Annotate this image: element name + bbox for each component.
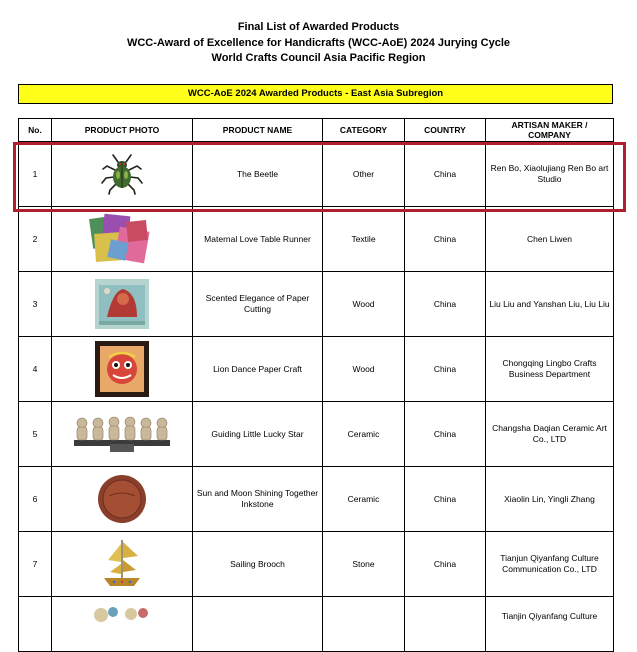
product-name: Sailing Brooch (193, 532, 323, 597)
column-header-name: PRODUCT NAME (193, 119, 323, 142)
artisan-maker: Tianjin Qiyanfang Culture (486, 597, 614, 652)
product-country (405, 597, 486, 652)
product-country: China (405, 337, 486, 402)
product-photo-cell (52, 337, 193, 402)
inkstone-photo (95, 472, 149, 526)
awarded-products-table (18, 118, 614, 652)
product-name: Lion Dance Paper Craft (193, 337, 323, 402)
table-header-row (19, 119, 614, 142)
product-photo-cell (52, 207, 193, 272)
product-category: Wood (323, 272, 405, 337)
artisan-maker: Changsha Daqian Ceramic Art Co., LTD (486, 402, 614, 467)
column-header-category: CATEGORY (323, 119, 405, 142)
product-category: Other (323, 142, 405, 207)
product-country: China (405, 207, 486, 272)
product-name: Scented Elegance of Paper Cutting (193, 272, 323, 337)
product-category: Wood (323, 337, 405, 402)
product-name: Guiding Little Lucky Star (193, 402, 323, 467)
artisan-maker: Xiaolin Lin, Yingli Zhang (486, 467, 614, 532)
row-number: 1 (19, 142, 52, 207)
row-number (19, 597, 52, 652)
product-category: Ceramic (323, 467, 405, 532)
row-number: 6 (19, 467, 52, 532)
column-header-country: COUNTRY (405, 119, 486, 142)
row-number: 4 (19, 337, 52, 402)
subregion-banner: WCC-AoE 2024 Awarded Products - East Asia Subregion (18, 84, 613, 104)
product-country: China (405, 402, 486, 467)
document-header (0, 20, 637, 67)
header-title: Final List of Awarded Products (237, 21, 400, 33)
beetle-icon (99, 152, 145, 196)
row-number: 3 (19, 272, 52, 337)
artisan-maker: Tianjun Qiyanfang Culture Communication Co., LTD (486, 532, 614, 597)
table-row (19, 337, 614, 402)
product-photo-cell (52, 532, 193, 597)
row-number: 2 (19, 207, 52, 272)
product-photo-cell (52, 467, 193, 532)
product-photo-cell (52, 402, 193, 467)
product-category: Stone (323, 532, 405, 597)
product-category: Ceramic (323, 402, 405, 467)
product-name: Sun and Moon Shining Together Inkstone (193, 467, 323, 532)
table-row (19, 467, 614, 532)
artisan-maker: Liu Liu and Yanshan Liu, Liu Liu (486, 272, 614, 337)
product-photo-cell (52, 272, 193, 337)
product-name: The Beetle (193, 142, 323, 207)
table-row (19, 272, 614, 337)
artisan-maker: Ren Bo, Xiaolujiang Ren Bo art Studio (486, 142, 614, 207)
artisan-maker: Chen Liwen (486, 207, 614, 272)
table-row (19, 597, 614, 652)
paper-cutting-photo (93, 277, 151, 331)
product-photo-cell (52, 597, 193, 652)
ship-brooch-photo (100, 538, 144, 590)
header-region: World Crafts Council Asia Pacific Region (211, 52, 426, 64)
row-number: 7 (19, 532, 52, 597)
product-country: China (405, 467, 486, 532)
row-number: 5 (19, 402, 52, 467)
product-category: Textile (323, 207, 405, 272)
product-name: Maternal Love Table Runner (193, 207, 323, 272)
product-country: China (405, 532, 486, 597)
column-header-maker: ARTISAN MAKER / COMPANY (486, 119, 614, 142)
lion-dance-photo (93, 339, 151, 399)
table-row (19, 207, 614, 272)
product-country: China (405, 142, 486, 207)
column-header-photo: PRODUCT PHOTO (52, 119, 193, 142)
product-name (193, 597, 323, 652)
table-row (19, 532, 614, 597)
table-runner-photo (87, 211, 157, 267)
header-subtitle: WCC-Award of Excellence for Handicrafts (WCC-AoE) 2024 Jurying Cycle (126, 36, 511, 49)
product-photo-cell (52, 142, 193, 207)
ceramic-figures-photo (70, 414, 174, 454)
brooch-photo (87, 601, 157, 627)
product-country: China (405, 272, 486, 337)
artisan-maker: Chongqing Lingbo Crafts Business Department (486, 337, 614, 402)
product-category (323, 597, 405, 652)
table-row (19, 142, 614, 207)
column-header-no: No. (19, 119, 52, 142)
table-row (19, 402, 614, 467)
